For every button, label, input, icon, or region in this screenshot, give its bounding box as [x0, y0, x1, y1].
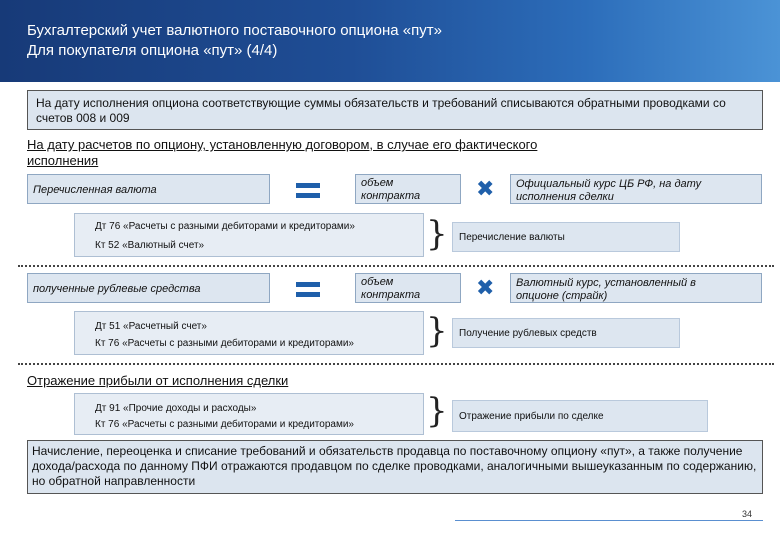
entry1-result: Перечисление валюты — [459, 232, 565, 243]
row1-right-line2: исполнения сделки — [516, 191, 614, 203]
slide-title: Бухгалтерский учет валютного поставочного опциона «пут» — [27, 22, 442, 39]
brace-icon: } — [426, 391, 448, 431]
row1-right-box — [510, 174, 762, 204]
dotted-separator — [18, 363, 774, 365]
row2-middle-line2: контракта — [361, 289, 421, 301]
section1-heading-line2: исполнения — [27, 153, 99, 168]
entry2-line1: Дт 51 «Расчетный счет» — [95, 321, 207, 332]
slide-header — [0, 0, 780, 82]
footer-line — [455, 520, 763, 521]
section1-heading-line1: На дату расчетов по опциону, установленную договором, в случае его фактического — [27, 137, 538, 152]
multiply-icon: ✖ — [476, 176, 495, 201]
summary-box — [27, 440, 763, 494]
entry1-line1: Дт 76 «Расчеты с разными дебиторами и кредиторами» — [95, 221, 355, 232]
entry3-result: Отражение прибыли по сделке — [459, 411, 604, 422]
row1-middle-box — [355, 174, 461, 204]
entry3-line1: Дт 91 «Прочие доходы и расходы» — [95, 403, 257, 414]
entry3-box — [74, 393, 424, 435]
row1-middle-line1: объем — [361, 177, 394, 189]
page-number: 34 — [742, 509, 753, 519]
row2-right-box — [510, 273, 762, 303]
equals-icon — [296, 180, 320, 202]
entry2-line2: Кт 76 «Расчеты с разными дебиторами и кредиторами» — [95, 338, 354, 349]
row2-left-text: полученные рублевые средства — [33, 283, 201, 295]
summary-text: Начисление, переоценка и списание требований и обязательств продавца по поставочному опциону «пут», а также получение дохода/расхода по данному ПФИ отражаются продавцом по сделке проводками, аналогичными вышеуказанным по содержанию, но обратной направленности — [32, 444, 757, 488]
section2-heading: Отражение прибыли от исполнения сделки — [27, 373, 289, 388]
intro-text: На дату исполнения опциона соответствующие суммы обязательств и требований списываются обратными проводками со счетов 008 и 009 — [36, 96, 726, 125]
row1-right-line1: Официальный курс ЦБ РФ, на дату — [516, 178, 702, 190]
brace-icon: } — [426, 214, 448, 254]
multiply-icon: ✖ — [476, 275, 495, 300]
brace-icon: } — [426, 311, 448, 351]
entry2-result-box — [452, 318, 680, 348]
intro-box — [27, 90, 763, 130]
equals-icon — [296, 279, 320, 301]
entry2-result: Получение рублевых средств — [459, 328, 597, 339]
row2-middle-line1: объем — [361, 276, 394, 288]
row2-right-line1: Валютный курс, установленный в — [516, 277, 696, 289]
row1-middle-line2: контракта — [361, 190, 421, 202]
entry1-line2: Кт 52 «Валютный счет» — [95, 240, 205, 251]
entry1-box — [74, 213, 424, 257]
slide-subtitle: Для покупателя опциона «пут» (4/4) — [27, 42, 278, 59]
row2-right-line2: опционе (страйк) — [516, 290, 608, 302]
entry3-result-box — [452, 400, 708, 432]
row2-left-box — [27, 273, 270, 303]
row2-middle-box — [355, 273, 461, 303]
dotted-separator — [18, 265, 774, 267]
row1-left-box — [27, 174, 270, 204]
entry1-result-box — [452, 222, 680, 252]
entry2-box — [74, 311, 424, 355]
entry3-line2: Кт 76 «Расчеты с разными дебиторами и кредиторами» — [95, 419, 354, 430]
row1-left-text: Перечисленная валюта — [33, 184, 157, 196]
